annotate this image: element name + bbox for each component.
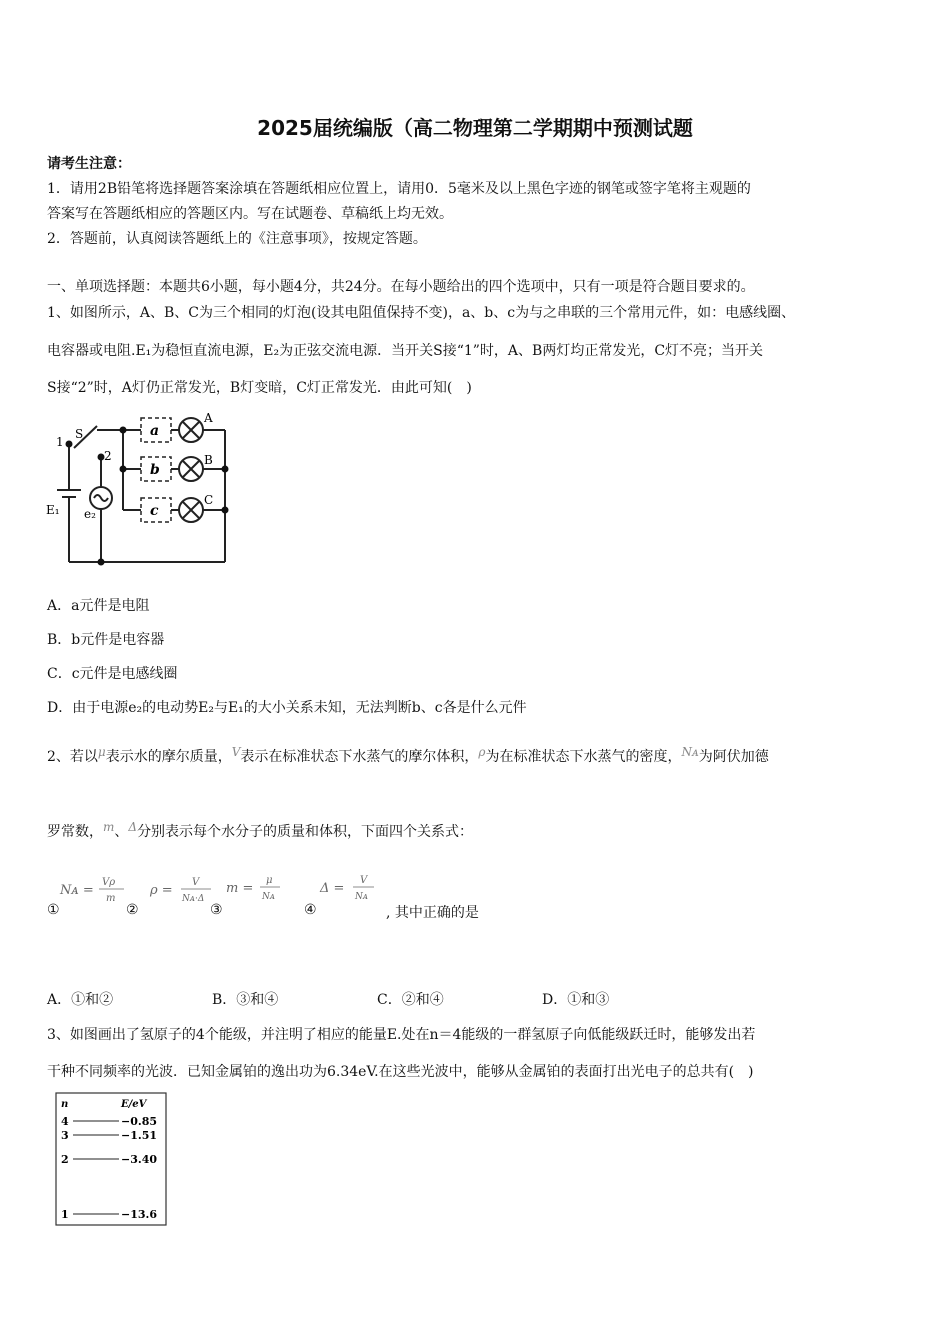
svg-text:V: V bbox=[360, 875, 368, 886]
notice-heading: 请考生注意： bbox=[47, 156, 131, 172]
q1-option-a: A．a元件是电阻 bbox=[47, 598, 150, 614]
q2-option-c: C．②和④ bbox=[377, 992, 444, 1008]
q1-option-b: B．b元件是电容器 bbox=[47, 632, 165, 648]
svg-text:ρ =: ρ = bbox=[150, 883, 173, 898]
svg-text:A: A bbox=[204, 411, 213, 425]
svg-text:3: 3 bbox=[61, 1129, 69, 1142]
q1-option-d: D．由于电源e₂的电动势E₂与E₁的大小关系未知，无法判断b、c各是什么元件 bbox=[47, 700, 527, 716]
svg-text:E₁: E₁ bbox=[46, 503, 60, 517]
q2-option-b: B．③和④ bbox=[212, 992, 279, 1008]
svg-text:B: B bbox=[204, 453, 213, 467]
svg-text:E/eV: E/eV bbox=[121, 1099, 147, 1110]
q1-text-line-3: S接“2”时，A灯仍正常发光，B灯变暗，C灯正常发光．由此可知( ) bbox=[47, 380, 472, 396]
section-heading: 一、单项选择题：本题共6小题，每小题4分，共24分。在每小题给出的四个选项中，只有一项是符合题目要求的。 bbox=[47, 279, 755, 295]
q1-text-line-1: 1、如图所示，A、B、C为三个相同的灯泡(设其电阻值保持不变)，a、b、c为与之串联的三个常用元件，如：电感线圈、 bbox=[47, 305, 796, 321]
svg-text:C: C bbox=[204, 493, 214, 507]
svg-text:1: 1 bbox=[56, 435, 64, 449]
svg-text:−0.85: −0.85 bbox=[121, 1115, 158, 1128]
marker-2: ② bbox=[126, 902, 139, 918]
svg-text:−1.51: −1.51 bbox=[121, 1129, 158, 1142]
notice-line-2: 2．答题前，认真阅读答题纸上的《注意事项》，按规定答题。 bbox=[47, 231, 427, 247]
q3-text-line-2: 干种不同频率的光波．已知金属铂的逸出功为6.34eV.在这些光波中，能够从金属铂的表面打出光电子的总共有( ) bbox=[47, 1064, 754, 1080]
svg-text:−13.6: −13.6 bbox=[121, 1208, 158, 1221]
svg-text:a: a bbox=[150, 423, 160, 439]
svg-text:n: n bbox=[61, 1099, 69, 1110]
page-title: 2025届统编版（高二物理第二学期期中预测试题 bbox=[257, 116, 693, 140]
svg-text:b: b bbox=[150, 462, 160, 478]
svg-text:2: 2 bbox=[104, 449, 112, 463]
svg-text:Nᴀ: Nᴀ bbox=[262, 892, 275, 902]
q1-option-c: C．c元件是电感线圈 bbox=[47, 666, 178, 682]
q2-text-line-2: 罗常数，m、Δ分别表示每个水分子的质量和体积，下面四个关系式： bbox=[47, 820, 474, 840]
svg-text:m =: m = bbox=[226, 881, 254, 896]
circuit-diagram bbox=[42, 408, 237, 566]
q2-tail: , 其中正确的是 bbox=[386, 905, 479, 921]
svg-text:Vρ: Vρ bbox=[102, 877, 116, 888]
svg-text:Nᴀ: Nᴀ bbox=[355, 892, 368, 902]
marker-1: ① bbox=[47, 902, 60, 918]
svg-text:2: 2 bbox=[61, 1153, 69, 1166]
svg-text:Δ =: Δ = bbox=[320, 881, 345, 896]
svg-text:4: 4 bbox=[61, 1115, 69, 1128]
svg-text:e₂: e₂ bbox=[84, 507, 96, 521]
svg-text:Nᴀ =: Nᴀ = bbox=[60, 883, 94, 898]
svg-text:1: 1 bbox=[61, 1208, 69, 1221]
svg-text:m: m bbox=[106, 893, 116, 904]
marker-3: ③ bbox=[210, 902, 223, 918]
svg-text:Nᴀ·Δ: Nᴀ·Δ bbox=[182, 894, 205, 904]
q2-option-d: D．①和③ bbox=[542, 992, 610, 1008]
q1-text-line-2: 电容器或电阻.E₁为稳恒直流电源，E₂为正弦交流电源．当开关S接“1”时，A、B两灯均正常发光，C灯不亮；当开关 bbox=[47, 343, 764, 359]
svg-text:c: c bbox=[150, 503, 159, 519]
svg-text:S: S bbox=[75, 427, 84, 441]
svg-text:V: V bbox=[192, 877, 200, 888]
svg-text:−3.40: −3.40 bbox=[121, 1153, 158, 1166]
energy-level-diagram bbox=[55, 1092, 168, 1227]
notice-line-1b: 答案写在答题纸相应的答题区内。写在试题卷、草稿纸上均无效。 bbox=[47, 206, 453, 222]
q2-option-a: A．①和② bbox=[47, 992, 114, 1008]
notice-line-1: 1．请用2B铅笔将选择题答案涂填在答题纸相应位置上，请用0．5毫米及以上黑色字迹的钢笔或签字笔将主观题的 bbox=[47, 181, 751, 197]
marker-4: ④ bbox=[304, 902, 317, 918]
q2-text-line-1: 2、若以μ表示水的摩尔质量，V表示在标准状态下水蒸气的摩尔体积，ρ为在标准状态下水蒸气的密度，Nᴀ为阿伏加德 bbox=[47, 745, 769, 765]
svg-text:μ: μ bbox=[266, 875, 273, 886]
q3-text-line-1: 3、如图画出了氢原子的4个能级，并注明了相应的能量E.处在n＝4能级的一群氢原子向低能级跃迁时，能够发出若 bbox=[47, 1027, 756, 1043]
